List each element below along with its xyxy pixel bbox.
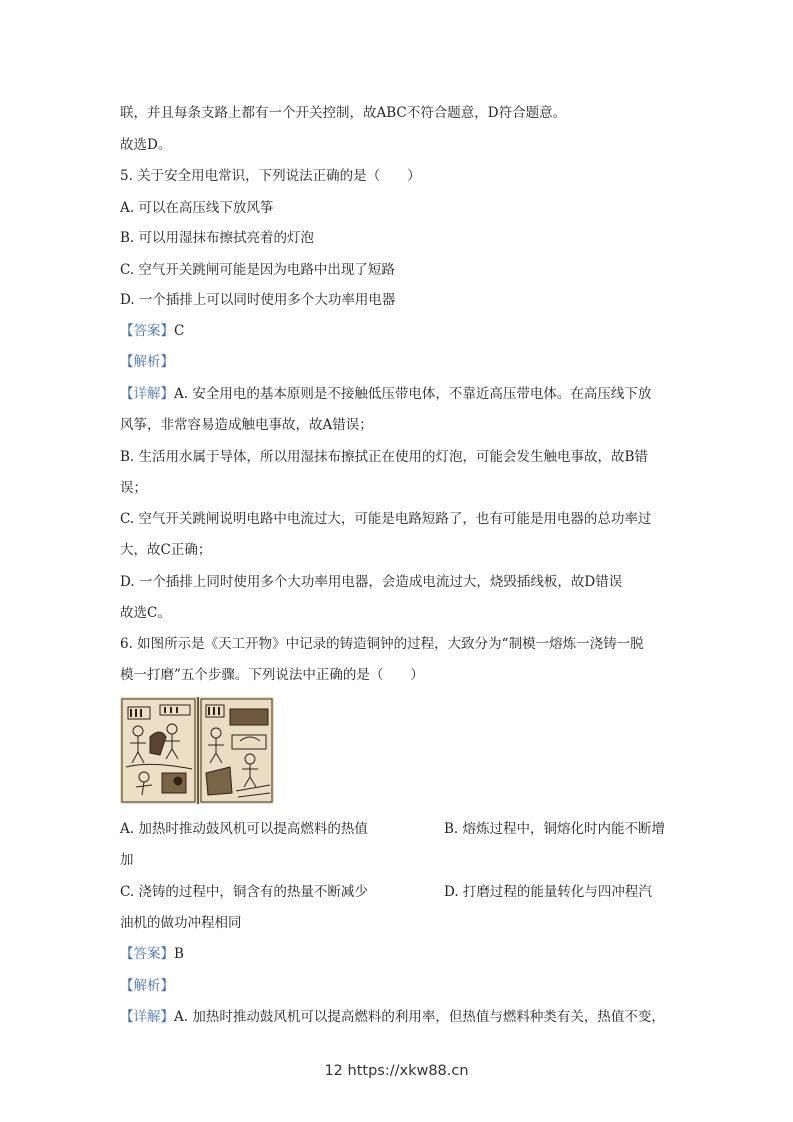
text-line: 故选C。: [120, 605, 171, 621]
detail-text: A. 加热时推动鼓风机可以提高燃料的利用率，但热值与燃料种类有关，热值不变，: [174, 1009, 665, 1025]
analysis-tag-line: [120, 353, 174, 371]
option-c: C. 空气开关跳闸可能是因为电路中出现了短路: [120, 262, 395, 278]
analysis-tag-line: [120, 977, 174, 995]
text-line: B. 生活用水属于导体，所以用湿抹布擦拭正在使用的灯泡，可能会发生触电事故，故B错: [120, 449, 648, 465]
text-line: 联，并且每条支路上都有一个开关控制，故ABC不符合题意，D符合题意。: [120, 105, 567, 121]
page-footer: 12 https://xkw88.cn: [324, 1063, 469, 1079]
text-line: 油机的做功冲程相同: [120, 915, 242, 931]
detail-line: [120, 385, 651, 403]
detail-text: A. 安全用电的基本原则是不接触低压带电体，不靠近高压带电体。在高压线下放: [174, 386, 652, 402]
question-5: 5. 关于安全用电常识，下列说法正确的是（ ）: [120, 168, 421, 184]
question-6: 6. 如图所示是《天工开物》中记录的铸造铜钟的过程，大致分为“制模一熔炼一浇铸一脱: [120, 636, 644, 652]
option-b: B. 可以用湿抹布擦拭亮着的灯泡: [120, 230, 315, 246]
detail-line: [120, 1008, 665, 1026]
text-line: 加: [120, 852, 134, 868]
answer-tag: 【答案】: [120, 946, 174, 962]
analysis-tag: 【解析】: [120, 354, 174, 370]
answer-line: [120, 322, 184, 340]
analysis-tag: 【解析】: [120, 978, 174, 994]
option-c: C. 浇铸的过程中，铜含有的热量不断减少: [120, 884, 368, 900]
option-d: D. 打磨过程的能量转化与四冲程汽: [444, 884, 652, 900]
answer-tag: 【答案】: [120, 323, 174, 339]
option-d: D. 一个插排上可以同时使用多个大功率用电器: [120, 292, 396, 308]
answer-line: [120, 945, 184, 963]
bronze-casting-illustration: [120, 697, 274, 804]
text-line: D. 一个插排上同时使用多个大功率用电器，会造成电流过大，烧毁插线板，故D错误: [120, 574, 623, 590]
text-line: 误；: [120, 480, 147, 496]
answer-value: B: [174, 946, 184, 962]
answer-value: C: [174, 323, 185, 339]
detail-tag: 【详解】: [120, 1009, 174, 1025]
detail-tag: 【详解】: [120, 386, 174, 402]
text-line: 风筝，非常容易造成触电事故，故A错误；: [120, 417, 373, 433]
text-line: 大，故C正确；: [120, 542, 212, 558]
option-b: B. 熔炼过程中，铜熔化时内能不断增: [444, 821, 666, 837]
text-line: 模一打磨”五个步骤。下列说法中正确的是（ ）: [120, 667, 424, 683]
option-a: A. 加热时推动鼓风机可以提高燃料的热值: [120, 821, 368, 837]
text-line: 故选D。: [120, 137, 172, 153]
option-a: A. 可以在高压线下放风筝: [120, 200, 274, 216]
text-line: C. 空气开关跳闸说明电路中电流过大，可能是电路短路了，也有可能是用电器的总功率过: [120, 511, 652, 527]
